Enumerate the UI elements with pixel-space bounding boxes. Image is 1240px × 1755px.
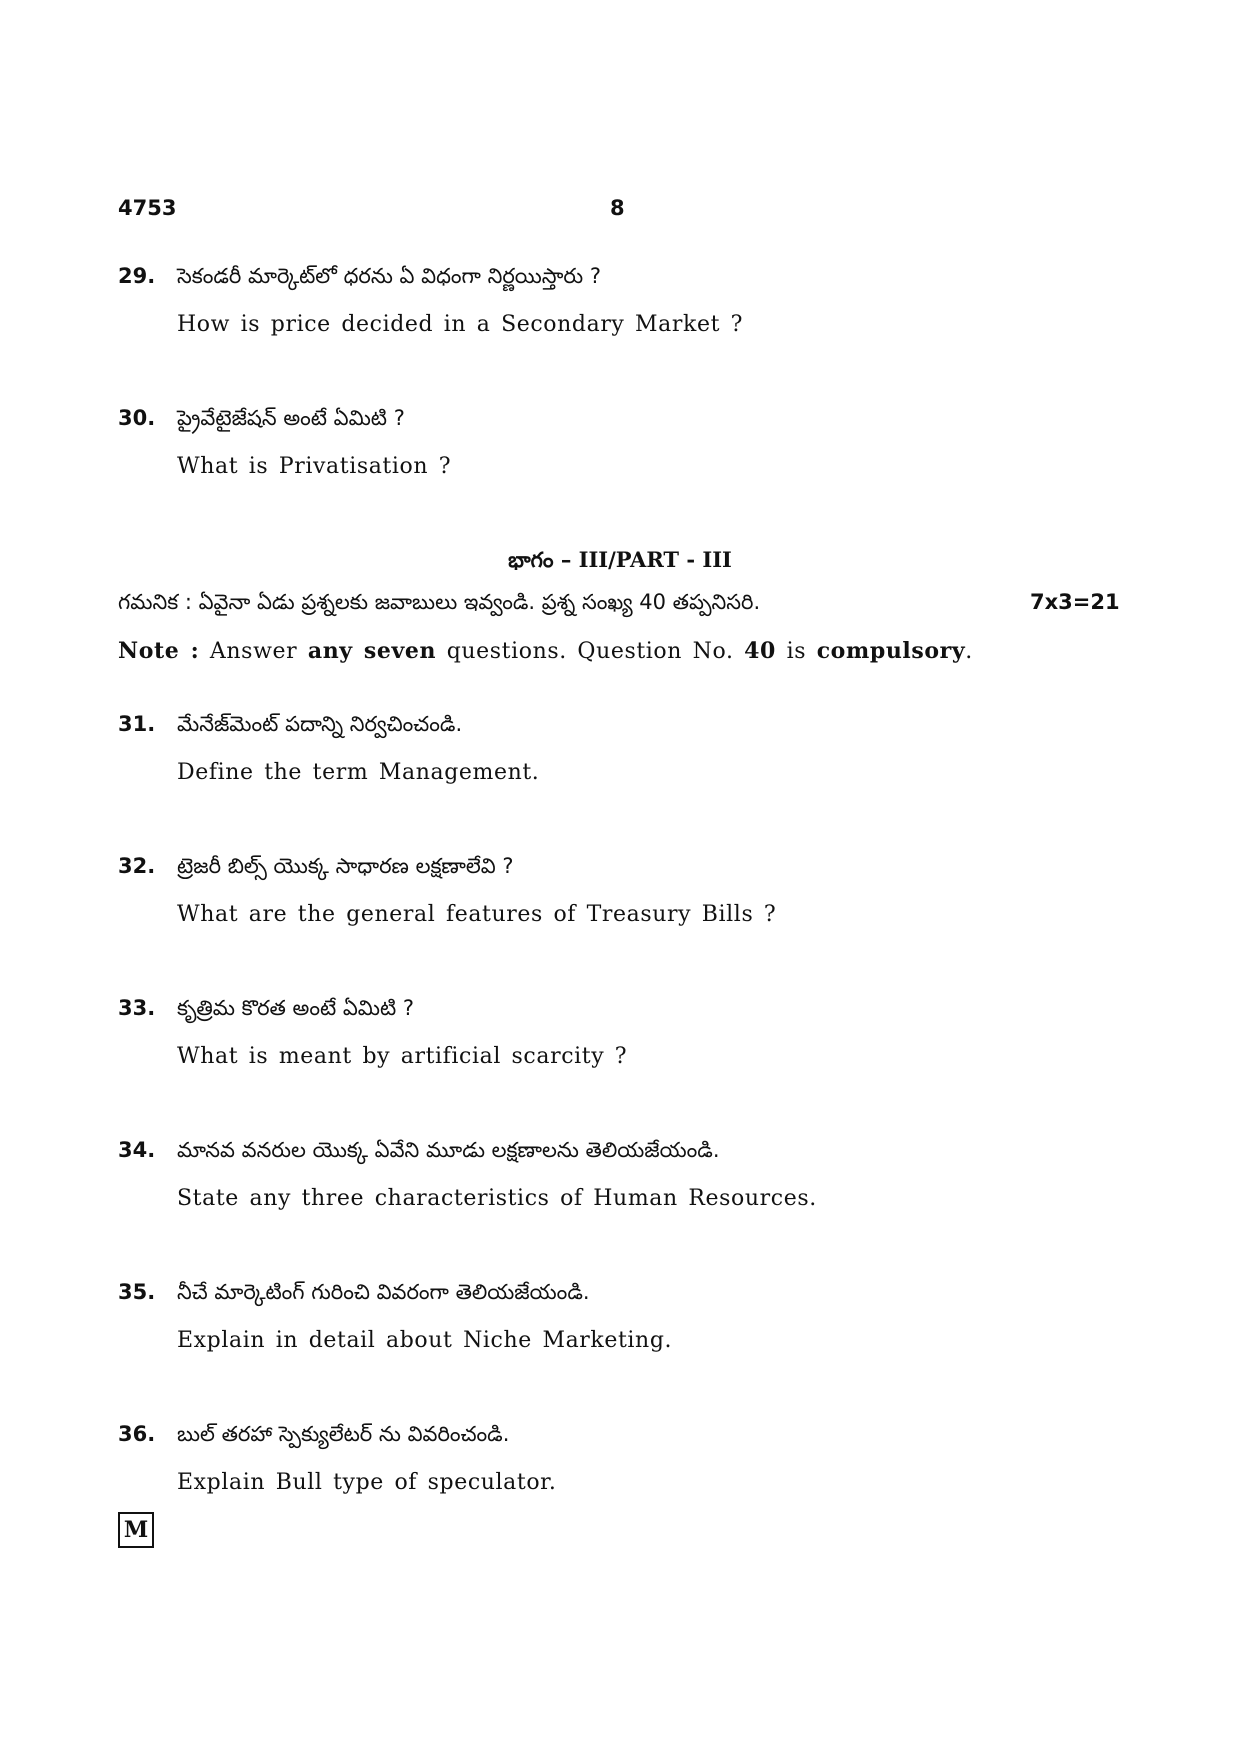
note-text-1: Answer <box>209 639 298 664</box>
question-telugu: బుల్ తరహా స్పెక్యులేటర్ ను వివరించండి. <box>177 1422 510 1446</box>
question-english: How is price decided in a Secondary Market ? <box>177 312 743 337</box>
question-number: 33. <box>118 996 156 1020</box>
question-telugu: ప్రైవేటైజేషన్ అంటే ఏమిటి ? <box>177 406 405 430</box>
question-english: Explain in detail about Niche Marketing. <box>177 1328 673 1353</box>
part-title: భాగం – III/PART - III <box>508 547 732 572</box>
question-english: Define the term Management. <box>177 760 540 785</box>
question-telugu: కృత్రిమ కొరత అంటే ఏమిటి ? <box>177 996 415 1020</box>
question-number: 31. <box>118 712 156 736</box>
question-english: What is meant by artificial scarcity ? <box>177 1044 628 1069</box>
note-question-number: 40 <box>744 638 776 664</box>
page-number: 8 <box>610 196 625 220</box>
marks-allocation: 7x3=21 <box>1030 590 1120 614</box>
question-english: Explain Bull type of speculator. <box>177 1470 557 1495</box>
medium-mark-box: M <box>118 1512 154 1548</box>
question-english: What are the general features of Treasury Bills ? <box>177 902 777 927</box>
note-emphasis-compulsory: compulsory <box>816 638 966 664</box>
question-telugu: మేనేజ్‌మెంట్ పదాన్ని నిర్వచించండి. <box>177 712 463 736</box>
note-english <box>118 638 973 664</box>
question-telugu: సెకండరీ మార్కెట్‌లో ధరను ఏ విధంగా నిర్ణయిస్తారు ? <box>177 264 601 288</box>
note-emphasis-any-seven: any seven <box>307 638 437 664</box>
note-telugu: గమనిక : ఏవైనా ఏడు ప్రశ్నలకు జవాబులు ఇవ్వండి. ప్రశ్న సంఖ్య 40 తప్పనిసరి. <box>118 590 761 614</box>
paper-code: 4753 <box>118 196 177 220</box>
question-number: 32. <box>118 854 156 878</box>
question-number: 35. <box>118 1280 156 1304</box>
note-text-3: is <box>786 639 807 664</box>
question-english: State any three characteristics of Human Resources. <box>177 1186 817 1211</box>
question-number: 34. <box>118 1138 156 1162</box>
question-number: 36. <box>118 1422 156 1446</box>
question-english: What is Privatisation ? <box>177 454 452 479</box>
note-text-2: questions. Question No. <box>446 639 734 664</box>
question-number: 30. <box>118 406 156 430</box>
question-telugu: ట్రెజరీ బిల్స్ యొక్క సాధారణ లక్షణాలేవి ? <box>177 854 514 878</box>
question-telugu: నీచే మార్కెటింగ్ గురించి వివరంగా తెలియజేయండి. <box>177 1280 590 1304</box>
note-period: . <box>965 639 973 664</box>
note-label: Note : <box>118 638 200 664</box>
question-number: 29. <box>118 264 156 288</box>
question-telugu: మానవ వనరుల యొక్క ఏవేని మూడు లక్షణాలను తెలియజేయండి. <box>177 1138 720 1162</box>
